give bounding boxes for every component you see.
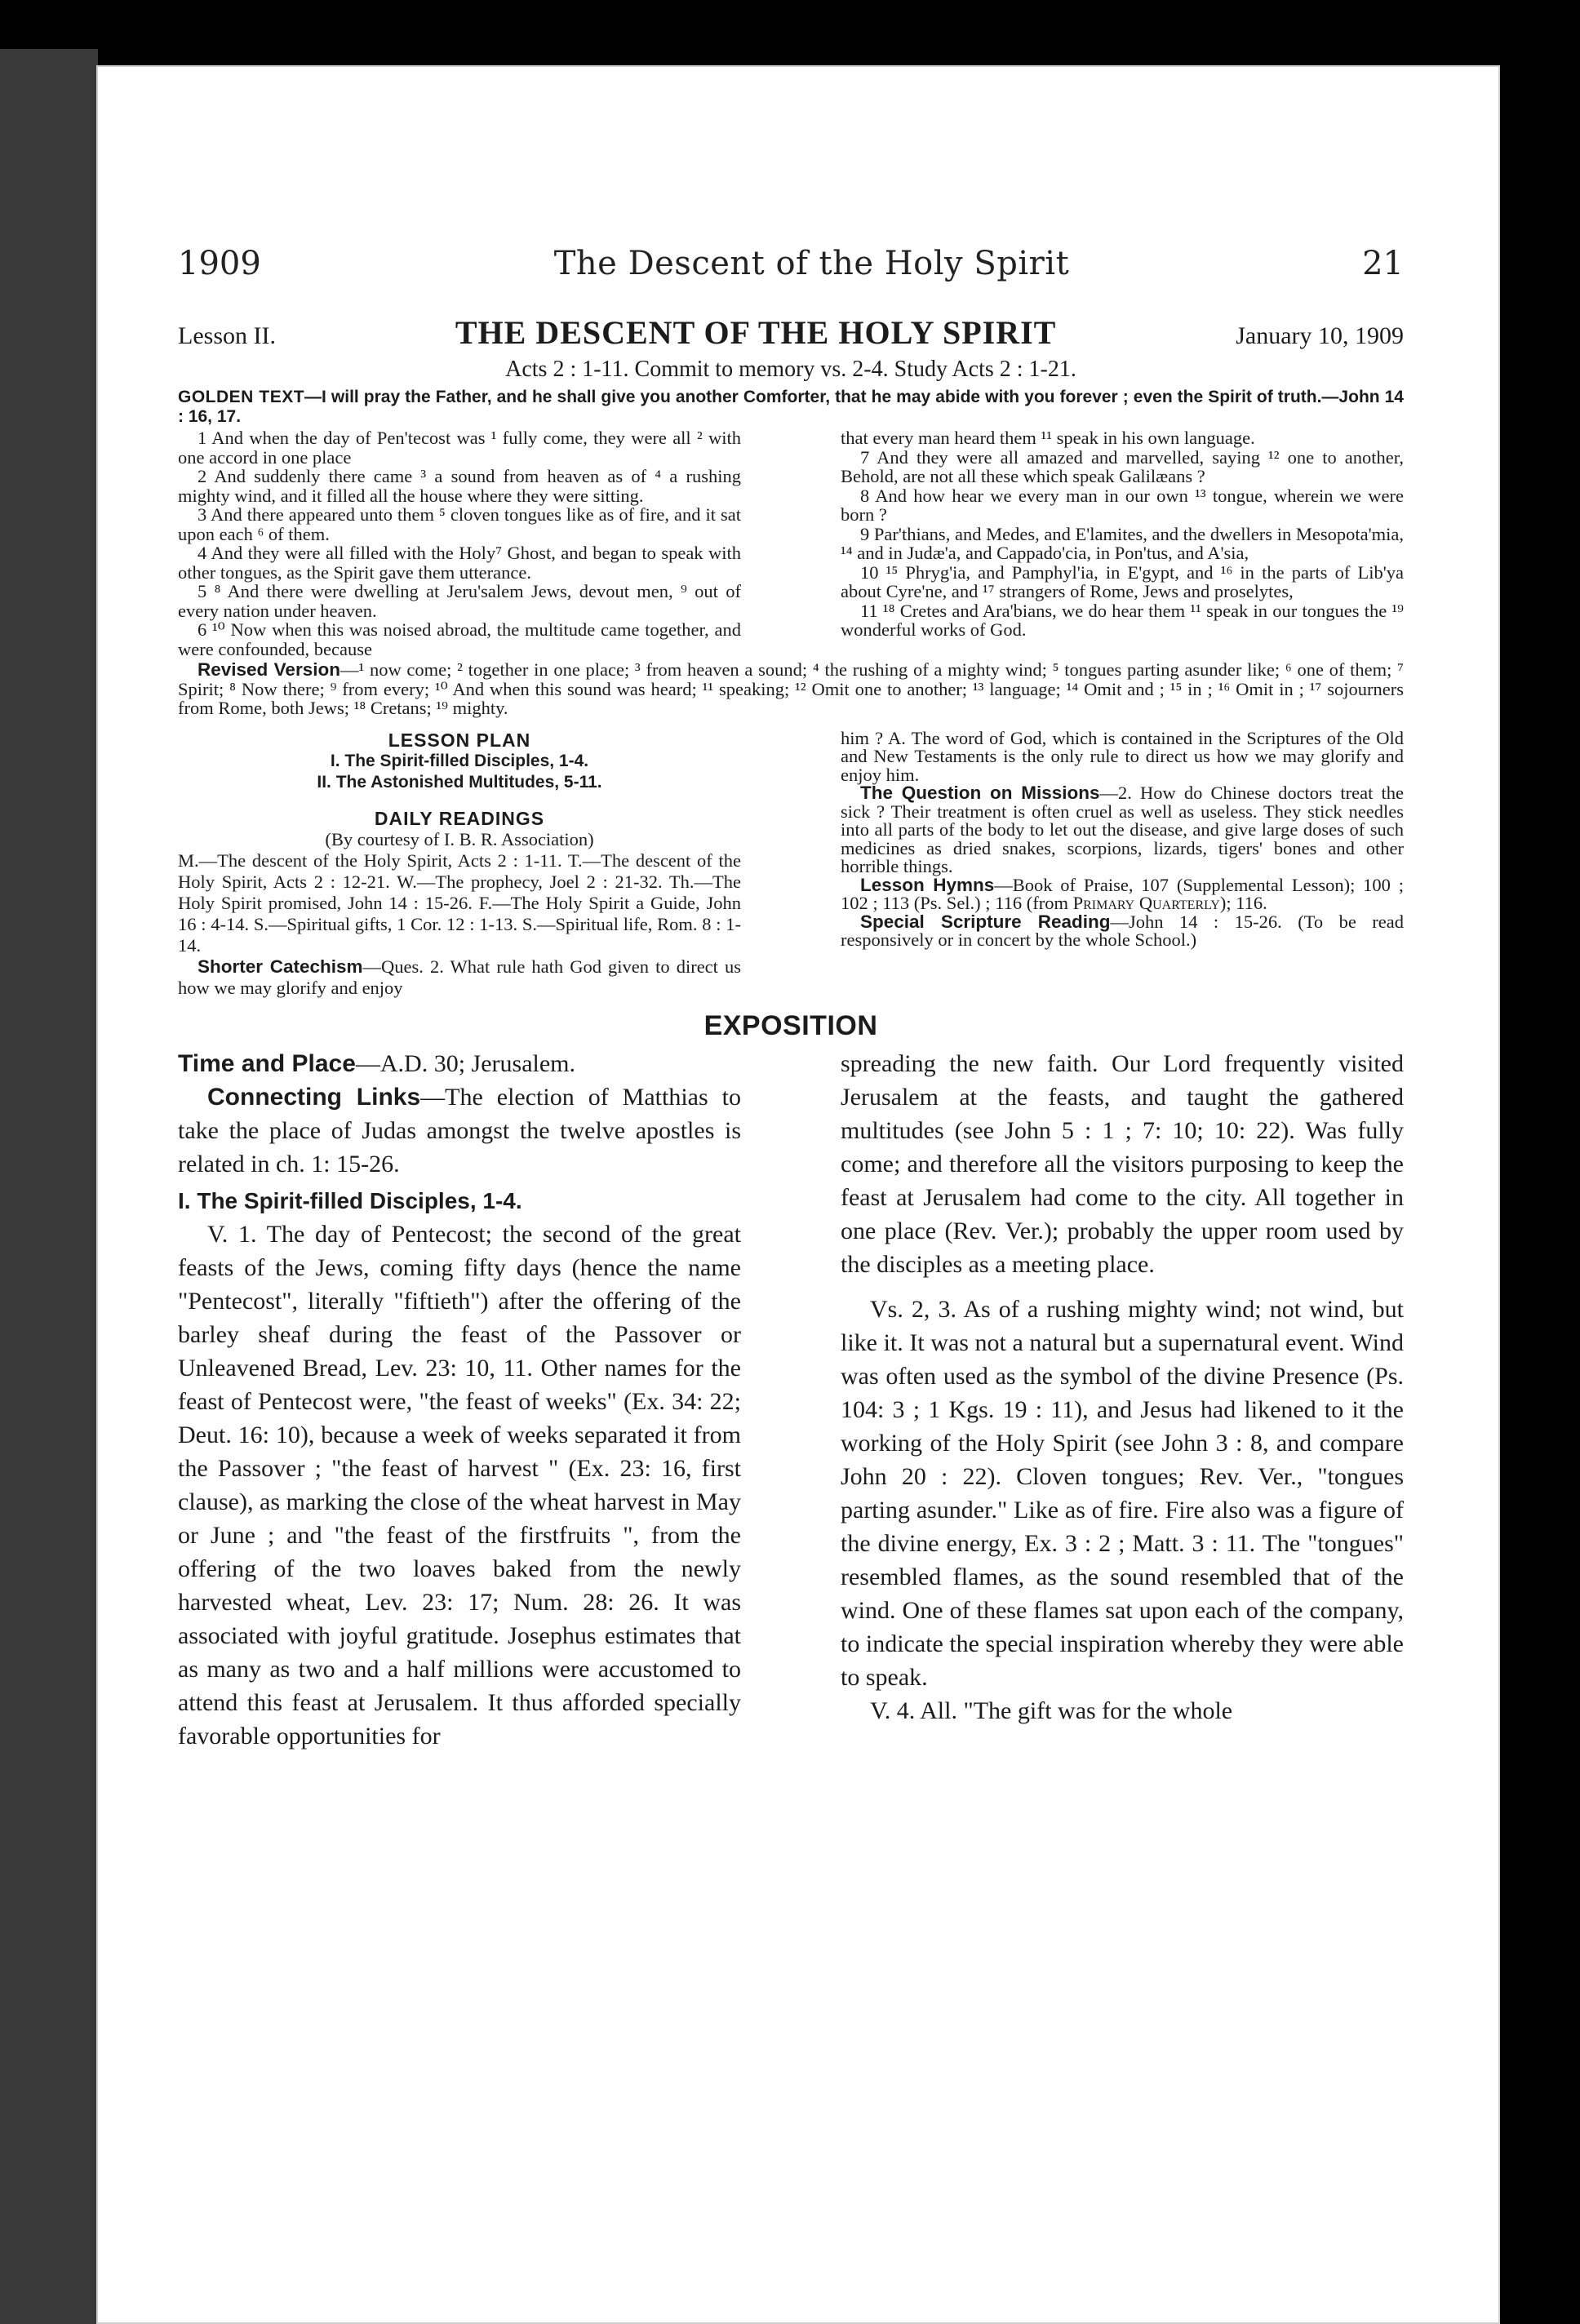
daily-readings-heading: DAILY READINGS <box>374 807 545 829</box>
lesson-title: THE DESCENT OF THE HOLY SPIRIT <box>455 314 1057 351</box>
connecting-links-text: —The election of Matthias to take the place of Judas amongst the twelve apostles is related in ch. 1: 15-26. <box>178 1083 741 1178</box>
revised-version-text: —¹ now come; ² together in one place; ³ from heaven a sound; ⁴ the rushing of a mighty wind; ⁵ tongues parting asunder like; ⁶ one of them; ⁷ Spirit; ⁸ Now there; ⁹ from every; ¹⁰ And when this sound was heard; ¹¹ speaking; ¹² Omit one to another; ¹³ language; ¹⁴ Omit and ; ¹⁵ in ; ¹⁶ Omit in ; ¹⁷ sojourners from Rome, both Jews; ¹⁸ Cretans; ¹⁹ mighty. <box>178 659 1404 718</box>
scripture-reading <box>841 913 1404 950</box>
missions-text: —2. How do Chinese doctors treat the sick ? Their treatment is often cruel as well as useless. They stick needles into all parts of the body to let out the disease, and give large doses of such medicines as dried snakes, scorpions, lizards, tigers' bones and other horrible things. <box>841 783 1404 876</box>
hymns-text-end: ); 116. <box>1219 893 1267 913</box>
scripture-reading-label: Special Scripture Reading <box>860 911 1111 932</box>
lesson-plan-heading: LESSON PLAN <box>388 729 531 751</box>
exposition-body <box>178 1047 1404 1753</box>
exposition-right-column <box>841 1047 1404 1753</box>
verse: that every man heard them ¹¹ speak in his own language. <box>841 428 1255 448</box>
previous-page-edge <box>0 49 98 2324</box>
time-and-place-label: Time and Place <box>178 1049 356 1077</box>
verse: 5 ⁸ And there were dwelling at Jeru'salem Jews, devout men, ⁹ out of every nation under heaven. <box>178 581 741 621</box>
lesson-helps <box>178 718 1404 999</box>
exposition-left-column <box>178 1047 741 1753</box>
exposition-heading: EXPOSITION <box>703 1009 878 1041</box>
verse: 8 And how hear we every man in our own ¹³ tongue, wherein we were born ? <box>841 485 1404 525</box>
hymns-quarterly: Primary Quarterly <box>1072 893 1220 913</box>
missions-question <box>841 784 1404 876</box>
time-and-place-text: —A.D. 30; Jerusalem. <box>355 1049 576 1077</box>
lesson-plan-column <box>178 730 741 999</box>
section-heading: I. The Spirit-filled Disciples, 1-4. <box>178 1187 522 1213</box>
daily-readings-text: M.—The descent of the Holy Spirit, Acts 2 : 1-11. T.—The descent of the Holy Spirit, Acts 2 : 12-21. W.—The prophecy, Joel 2 : 21-32. Th.—The Holy Spirit promised, John 14 : 15-26. F.—The Holy Spirit a Guide, John 16 : 4-14. S.—Spiritual gifts, 1 Cor. 12 : 1-13. S.—Spiritual life, Rom. 8 : 1-14. <box>178 849 741 956</box>
verses-left-column <box>178 428 741 659</box>
verse: 10 ¹⁵ Phryg'ia, and Pamphyl'ia, in E'gypt, and ¹⁶ in the parts of Lib'ya about Cyre'ne, and ¹⁷ strangers of Rome, Jews and proselytes, <box>841 561 1404 601</box>
page-number: 21 <box>1362 245 1404 282</box>
golden-text-label: GOLDEN TEXT <box>178 388 305 406</box>
lesson-heading <box>178 313 1404 352</box>
scripture-passage <box>178 427 1404 659</box>
verse: 7 And they were all amazed and marvelled, saying ¹² one to another, Behold, are not all these which speak Galilæans ? <box>841 446 1404 486</box>
verse: 9 Par'thians, and Medes, and E'lamites, and the dwellers in Mesopota'mia, ¹⁴ and in Judæ'a, and Cappado'cia, in Pon'tus, and A'sia, <box>841 523 1404 563</box>
missions-label: The Question on Missions <box>860 783 1100 803</box>
notes-right-column <box>841 727 1404 999</box>
lesson-hymns <box>841 876 1404 913</box>
verse-1-commentary-cont: spreading the new faith. Our Lord frequently visited Jerusalem at the feasts, and taught the gathered multitudes (see John 5 : 1 ; 7: 10; 10: 22). Was fully come; and therefore all the visitors purposing to keep the feast at Jerusalem had come to the city. All together in one place (Rev. Ver.); probably the upper room used by the disciples as a meeting place. <box>841 1049 1404 1278</box>
daily-readings-courtesy: (By courtesy of I. B. R. Association) <box>325 828 594 849</box>
verse: 6 ¹⁰ Now when this was noised abroad, the multitude came together, and were confounded, because <box>178 619 741 659</box>
verse: 3 And there appeared unto them ⁵ cloven tongues like as of fire, and it sat upon each ⁶ of them. <box>178 504 741 544</box>
lesson-plan-item: I. The Spirit-filled Disciples, 1-4. <box>330 751 589 770</box>
connecting-links <box>178 1080 741 1181</box>
verse: 4 And they were all filled with the Holy⁷ Ghost, and began to speak with other tongues, as the Spirit gave them utterance. <box>178 543 741 583</box>
lesson-number: Lesson II. <box>178 322 276 349</box>
golden-text <box>178 388 1404 427</box>
golden-text-body: —I will pray the Father, and he shall give you another Comforter, that he may abide with you forever ; even the Spirit of truth.—John 14 : 16, 17. <box>178 388 1404 426</box>
running-head-title: The Descent of the Holy Spirit <box>553 245 1070 282</box>
lesson-date: January 10, 1909 <box>1236 322 1404 349</box>
running-head-year: 1909 <box>178 245 261 282</box>
catechism-answer: him ? A. The word of God, which is contained in the Scriptures of the Old and New Testaments is the only rule to direct us how we may glorify and enjoy him. <box>841 727 1404 785</box>
verse: 11 ¹⁸ Cretes and Ara'bians, we do hear them ¹¹ speak in our tongues the ¹⁹ wonderful works of God. <box>841 600 1404 640</box>
revised-version-label: Revised Version <box>198 659 340 680</box>
page-content <box>178 245 1404 1753</box>
catechism-label: Shorter Catechism <box>198 956 363 977</box>
verse-1-commentary: V. 1. The day of Pentecost; the second of the great feasts of the Jews, coming fifty days (hence the name "Pentecost", literally "fiftieth") after the offering of the barley sheaf during the feast of the Passover or Unleavened Bread, Lev. 23: 10, 11. Other names for the feast of Pentecost were, "the feast of weeks" (Ex. 34: 22; Deut. 16: 10), because a week of weeks separated it from the Passover ; "the feast of harvest " (Ex. 23: 16, first clause), as marking the close of the wheat harvest in May or June ; and "the feast of the firstfruits ", from the offering of the two loaves baked from the newly harvested wheat, Lev. 23: 17; Num. 28: 26. It was associated with joyful gratitude. Josephus estimates that as many as two and a half millions were accustomed to attend this feast at Jerusalem. It thus afforded specially favorable opportunities for <box>178 1220 741 1750</box>
lesson-assignment: Acts 2 : 1-11. Commit to memory vs. 2-4. Study Acts 2 : 1-21. <box>505 357 1076 382</box>
running-head <box>178 245 1404 282</box>
hymns-label: Lesson Hymns <box>860 874 995 895</box>
verses-right-column <box>841 428 1404 659</box>
hymns-text: —Book of Praise, 107 (Supplemental Lesson); 100 ; 102 ; 113 (Ps. Sel.) ; 116 (from <box>841 874 1404 913</box>
verses-2-3-commentary: Vs. 2, 3. As of a rushing mighty wind; not wind, but like it. It was not a natural but a supernatural event. Wind was often used as the symbol of the divine Presence (Ps. 104: 3 ; 1 Kgs. 19 : 11), and Jesus had likened to it the working of the Holy Spirit (see John 3 : 8, and compare John 20 : 22). Cloven tongues; Rev. Ver., "tongues parting asunder." Like as of fire. Fire also was a figure of the divine energy, Ex. 3 : 2 ; Matt. 3 : 11. The "tongues" resembled flames, as the sound resembled that of the wind. One of these flames sat upon each of the company, to indicate the special inspiration whereby they were able to speak. <box>841 1295 1404 1691</box>
time-and-place <box>178 1047 741 1080</box>
verse: 1 And when the day of Pen'tecost was ¹ fully come, they were all ² with one accord in one place <box>178 428 741 468</box>
connecting-links-label: Connecting Links <box>207 1083 421 1111</box>
scripture-reading-text: —John 14 : 15-26. (To be read responsively or in concert by the whole School.) <box>841 911 1404 950</box>
catechism <box>178 956 741 999</box>
revised-version <box>178 660 1404 718</box>
catechism-text: —Ques. 2. What rule hath God given to direct us how we may glorify and enjoy <box>178 956 742 998</box>
verse: 2 And suddenly there came ³ a sound from heaven as of ⁴ a rushing mighty wind, and it filled all the house where they were sitting. <box>178 466 741 506</box>
lesson-plan-item: II. The Astonished Multitudes, 5-11. <box>317 772 602 792</box>
verse-4-commentary: V. 4. All. "The gift was for the whole <box>870 1696 1233 1724</box>
